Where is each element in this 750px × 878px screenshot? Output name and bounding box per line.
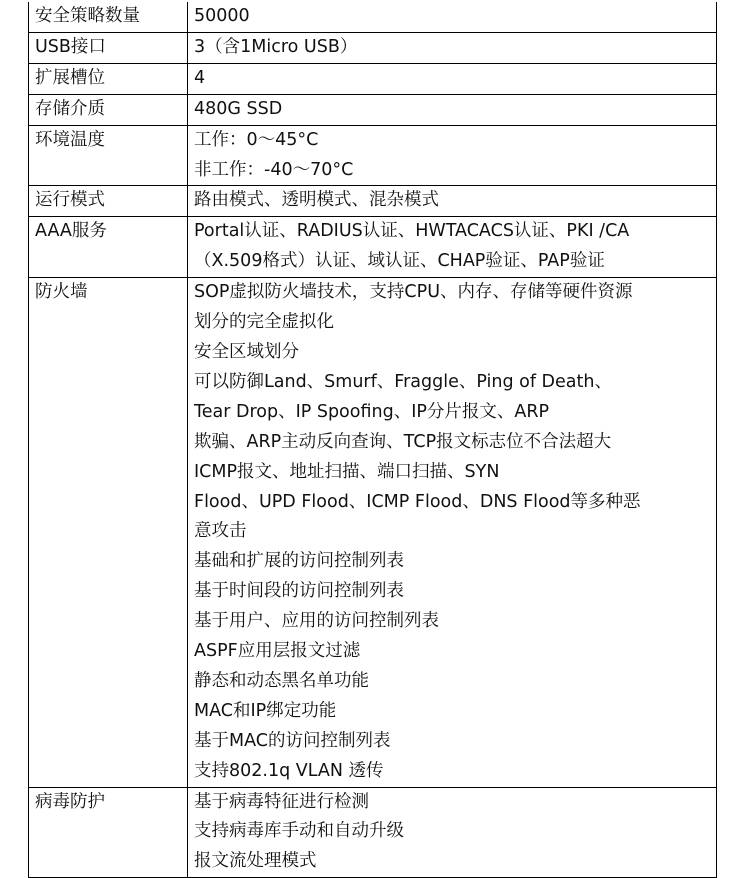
value-line: Tear Drop、IP Spoofing、IP分片报文、ARP — [194, 401, 550, 422]
value-line: Flood、UPD Flood、ICMP Flood、DNS Flood等多种恶 — [194, 491, 641, 512]
row-value — [188, 2, 717, 32]
table-row — [29, 32, 717, 63]
table-row — [29, 63, 717, 94]
value-line: 基于MAC的访问控制列表 — [194, 730, 391, 751]
value-line: （X.509格式）认证、域认证、CHAP验证、PAP验证 — [194, 251, 605, 272]
value-line: 工作：0～45°C — [194, 129, 319, 150]
value-line: ASPF应用层报文过滤 — [194, 641, 361, 662]
row-label: USB接口 — [29, 32, 188, 63]
row-value — [188, 94, 717, 125]
table-row — [29, 186, 717, 217]
table-row — [29, 94, 717, 125]
value-line: 安全区域划分 — [194, 341, 299, 362]
value-line: 意攻击 — [194, 521, 247, 542]
row-label: 存储介质 — [29, 94, 188, 125]
value-line: Portal认证、RADIUS认证、HWTACACS认证、PKI /CA — [194, 221, 630, 242]
value-line: 支持802.1q VLAN 透传 — [194, 760, 384, 781]
row-value — [188, 217, 717, 278]
table-row — [29, 787, 717, 878]
table-row — [29, 217, 717, 278]
value-line: 基础和扩展的访问控制列表 — [194, 551, 404, 572]
row-label: 运行模式 — [29, 186, 188, 217]
row-value — [188, 278, 717, 787]
row-label: 安全策略数量 — [29, 2, 188, 32]
row-label: 环境温度 — [29, 125, 188, 186]
value-line: 基于病毒特征进行检测 — [194, 791, 369, 812]
value-line: 基于时间段的访问控制列表 — [194, 581, 404, 602]
table-row — [29, 278, 717, 787]
value-line: MAC和IP绑定功能 — [194, 700, 337, 721]
value-line: 50000 — [194, 6, 250, 26]
spec-table — [28, 2, 717, 878]
value-line: SOP虚拟防火墙技术，支持CPU、内存、存储等硬件资源 — [194, 282, 633, 303]
value-line: 基于用户、应用的访问控制列表 — [194, 611, 439, 632]
value-line: 划分的完全虚拟化 — [194, 312, 334, 333]
value-line: 静态和动态黑名单功能 — [194, 670, 369, 691]
value-line: 路由模式、透明模式、混杂模式 — [194, 190, 439, 211]
table-row — [29, 125, 717, 186]
value-line: 可以防御Land、Smurf、Fraggle、Ping of Death、 — [194, 371, 612, 392]
value-line: 3（含1Micro USB） — [194, 36, 358, 57]
value-line: 报文流处理模式 — [194, 851, 317, 872]
row-label: 防火墙 — [29, 278, 188, 787]
row-value — [188, 186, 717, 217]
value-line: 支持病毒库手动和自动升级 — [194, 821, 404, 842]
value-line: 非工作：-40～70°C — [194, 159, 354, 180]
row-label: 扩展槽位 — [29, 63, 188, 94]
row-value — [188, 63, 717, 94]
row-value — [188, 125, 717, 186]
row-value — [188, 787, 717, 878]
value-line: 4 — [194, 67, 206, 88]
value-line: 480G SSD — [194, 98, 283, 119]
table-row — [29, 2, 717, 32]
value-line: ICMP报文、地址扫描、端口扫描、SYN — [194, 461, 500, 482]
row-value — [188, 32, 717, 63]
row-label: AAA服务 — [29, 217, 188, 278]
row-label: 病毒防护 — [29, 787, 188, 878]
value-line: 欺骗、ARP主动反向查询、TCP报文标志位不合法超大 — [194, 431, 612, 452]
